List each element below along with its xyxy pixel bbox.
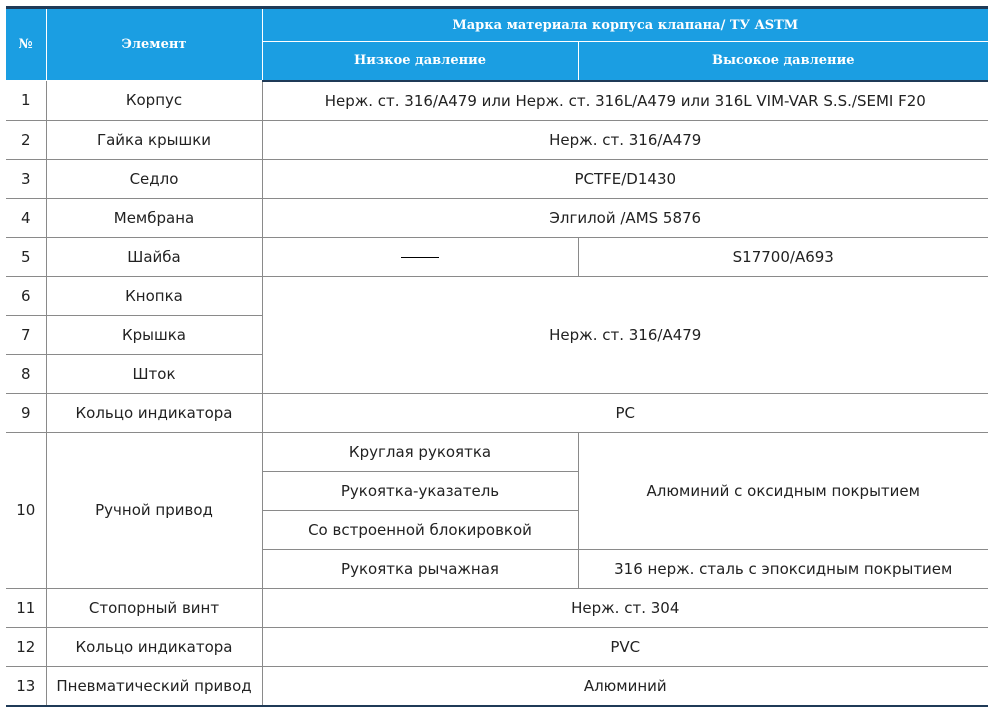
row-element: Пневматический привод [46, 666, 262, 706]
row-material: Нерж. ст. 304 [262, 588, 988, 627]
row-number: 1 [6, 81, 46, 121]
row-material: Элгилой /AMS 5876 [262, 198, 988, 237]
table-row [6, 81, 988, 121]
row-number: 3 [6, 159, 46, 198]
row-number: 4 [6, 198, 46, 237]
row-variant: Со встроенной блокировкой [262, 510, 578, 549]
row-element: Корпус [46, 81, 262, 121]
row-element: Мембрана [46, 198, 262, 237]
row-variant: Рукоятка рычажная [262, 549, 578, 588]
row-material-low [262, 237, 578, 276]
row-element: Гайка крышки [46, 120, 262, 159]
row-element: Кольцо индикатора [46, 393, 262, 432]
row-number: 11 [6, 588, 46, 627]
table-row [6, 276, 988, 315]
row-material: Алюминий [262, 666, 988, 706]
row-number: 10 [6, 432, 46, 588]
row-material: 316 нерж. сталь с эпоксидным покрытием [578, 549, 988, 588]
row-variant: Круглая рукоятка [262, 432, 578, 471]
row-material: Алюминий с оксидным покрытием [578, 432, 988, 549]
row-number: 12 [6, 627, 46, 666]
table-body [6, 81, 988, 706]
table-row [6, 432, 988, 471]
table-row [6, 198, 988, 237]
row-material: Нерж. ст. 316/A479 [262, 120, 988, 159]
row-material: PVC [262, 627, 988, 666]
header-element: Элемент [46, 8, 262, 81]
row-number: 2 [6, 120, 46, 159]
row-element: Ручной привод [46, 432, 262, 588]
table-row [6, 393, 988, 432]
row-material: Нерж. ст. 316/A479 или Нерж. ст. 316L/A479 или 316L VIM-VAR S.S./SEMI F20 [262, 81, 988, 121]
row-element: Кнопка [46, 276, 262, 315]
header-material-grade: Марка материала корпуса клапана/ ТУ ASTM [262, 8, 988, 42]
row-element: Седло [46, 159, 262, 198]
dash-mark [401, 257, 439, 258]
row-number: 5 [6, 237, 46, 276]
row-element: Шайба [46, 237, 262, 276]
header-number: № [6, 8, 46, 81]
row-number: 9 [6, 393, 46, 432]
table-row [6, 627, 988, 666]
row-number: 7 [6, 315, 46, 354]
row-material: PCTFE/D1430 [262, 159, 988, 198]
row-number: 8 [6, 354, 46, 393]
table-row [6, 159, 988, 198]
header-high-pressure: Высокое давление [578, 42, 988, 81]
materials-table [6, 6, 988, 707]
table-row [6, 666, 988, 706]
table-row [6, 588, 988, 627]
row-element: Крышка [46, 315, 262, 354]
row-element: Стопорный винт [46, 588, 262, 627]
row-material: Нерж. ст. 316/A479 [262, 276, 988, 393]
table-header [6, 8, 988, 81]
row-number: 13 [6, 666, 46, 706]
row-variant: Рукоятка-указатель [262, 471, 578, 510]
table-row [6, 120, 988, 159]
row-element: Кольцо индикатора [46, 627, 262, 666]
row-element: Шток [46, 354, 262, 393]
row-material: PC [262, 393, 988, 432]
row-number: 6 [6, 276, 46, 315]
header-low-pressure: Низкое давление [262, 42, 578, 81]
table-row [6, 237, 988, 276]
row-material-high: S17700/A693 [578, 237, 988, 276]
